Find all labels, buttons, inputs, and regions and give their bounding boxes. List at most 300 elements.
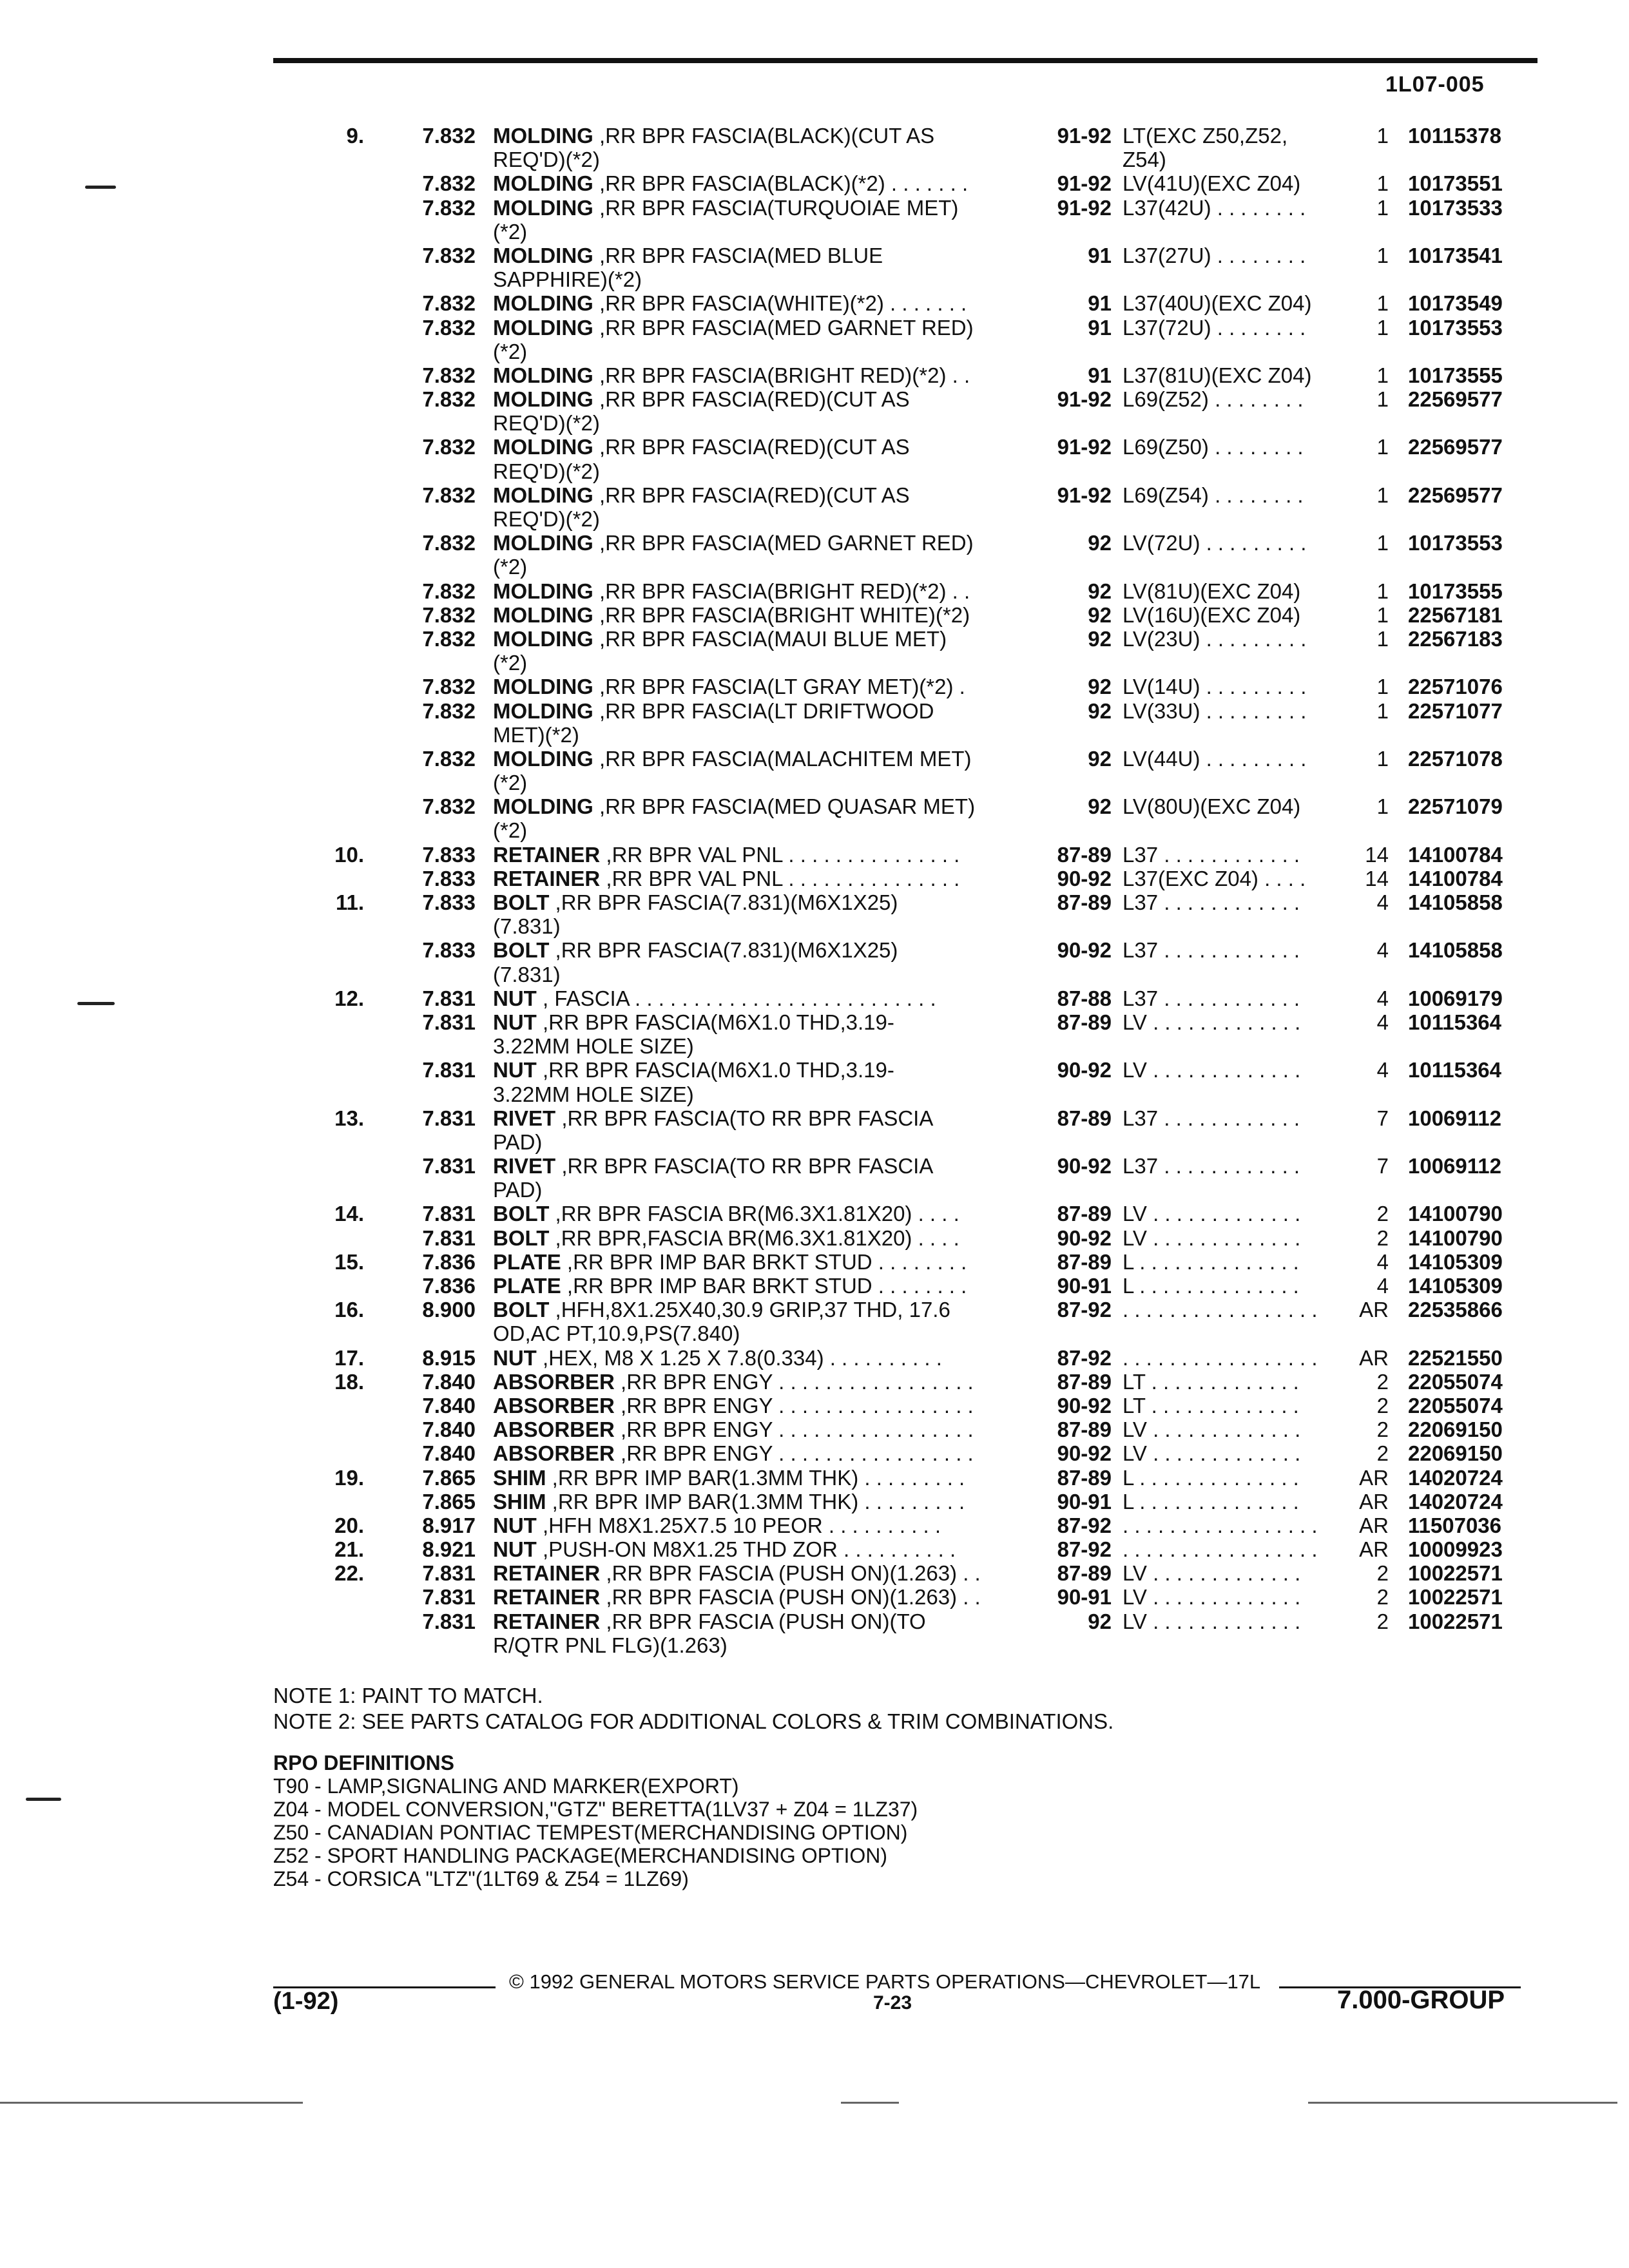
bottom-line: [0, 2102, 303, 2104]
model-usage: LV(81U)(EXC Z04): [1123, 579, 1301, 603]
part-description: ,RR BPR FASCIA (PUSH ON)(1.263) . .: [600, 1585, 981, 1610]
model-years: 87-89: [1057, 1465, 1112, 1490]
footer-date: (1-92): [273, 1988, 339, 2015]
description: [493, 1418, 1028, 1441]
model-years: 92: [1088, 579, 1112, 603]
part-description: REQ'D)(*2): [493, 411, 600, 436]
description: [493, 1154, 1028, 1178]
top-rule: [273, 58, 1537, 63]
part-name: ABSORBER: [493, 1393, 615, 1418]
model-years: 91: [1088, 315, 1112, 340]
part-name: NUT: [493, 1345, 537, 1370]
group-number: 7.832: [422, 243, 476, 267]
model-usage: LT(EXC Z50,Z52,: [1123, 124, 1288, 148]
part-number: 22571078: [1408, 746, 1503, 771]
part-number: 14020724: [1408, 1489, 1503, 1514]
description: [493, 148, 1028, 171]
table-row: [0, 1585, 1629, 1609]
group-number: 7.865: [422, 1465, 476, 1490]
model-usage: LV(72U) . . . . . . . . .: [1123, 531, 1307, 555]
copyright: © 1992 GENERAL MOTORS SERVICE PARTS OPERATIONS—CHEVROLET—17L: [509, 1970, 1261, 1993]
part-name: MOLDING: [493, 794, 593, 819]
quantity: 4: [1376, 1010, 1389, 1034]
part-number: 14100790: [1408, 1202, 1503, 1226]
part-number: 10173549: [1408, 291, 1503, 316]
ref-number: 15.: [334, 1249, 364, 1274]
part-name: BOLT: [493, 1225, 550, 1250]
group-number: 7.840: [422, 1393, 476, 1418]
part-description: REQ'D)(*2): [493, 459, 600, 483]
part-number: 22567183: [1408, 626, 1503, 651]
description: [493, 1466, 1028, 1490]
group-number: 7.831: [422, 1106, 476, 1130]
description: [493, 603, 1028, 627]
part-description: (*2): [493, 818, 528, 843]
part-name: NUT: [493, 1010, 537, 1034]
model-usage: LV . . . . . . . . . . . . .: [1123, 1058, 1301, 1082]
table-row: [0, 1178, 1629, 1202]
table-row: [0, 627, 1629, 651]
description: [493, 1178, 1028, 1202]
model-usage: LV(33U) . . . . . . . . .: [1123, 698, 1307, 723]
part-number: 10009923: [1408, 1537, 1503, 1562]
ref-number: 11.: [335, 890, 364, 914]
quantity: 1: [1376, 794, 1389, 819]
part-name: RETAINER: [493, 1609, 601, 1633]
description: [493, 196, 1028, 220]
model-usage: LV . . . . . . . . . . . . .: [1123, 1561, 1301, 1586]
group-number: 7.832: [422, 291, 476, 316]
model-years: 91-92: [1057, 387, 1112, 412]
group-number: 7.831: [422, 1058, 476, 1082]
description: [493, 171, 1028, 195]
description: [493, 1058, 1028, 1082]
description: [493, 555, 1028, 579]
part-number: 10173541: [1408, 243, 1503, 267]
part-number: 22535866: [1408, 1298, 1503, 1322]
part-description: (7.831): [493, 914, 561, 939]
part-description: ,RR BPR FASCIA(7.831)(M6X1X25): [549, 938, 898, 963]
model-usage: LV(41U)(EXC Z04): [1123, 171, 1301, 196]
part-description: ,RR BPR FASCIA(BRIGHT RED)(*2) . .: [593, 363, 970, 387]
quantity: 4: [1376, 1274, 1389, 1298]
description: [493, 1130, 1028, 1154]
quantity: 2: [1376, 1609, 1389, 1633]
part-number: 10173555: [1408, 363, 1503, 387]
description: [493, 1010, 1028, 1034]
quantity: 1: [1376, 243, 1389, 267]
model-years: 92: [1088, 698, 1112, 723]
part-number: 22569577: [1408, 483, 1503, 507]
table-row: [0, 387, 1629, 411]
quantity: 2: [1376, 1441, 1389, 1466]
table-row: [0, 555, 1629, 579]
group-number: 7.833: [422, 866, 476, 890]
part-description: ,RR BPR VAL PNL . . . . . . . . . . . . . . .: [600, 842, 960, 867]
part-description: ,RR BPR FASCIA(LT GRAY MET)(*2) .: [593, 675, 965, 699]
model-usage: LT . . . . . . . . . . . . .: [1123, 1369, 1299, 1394]
description: [493, 316, 1028, 340]
part-number: 10069112: [1408, 1106, 1502, 1130]
table-row: [0, 459, 1629, 483]
rpo-item: Z52 - SPORT HANDLING PACKAGE(MERCHANDISING OPTION): [273, 1844, 888, 1867]
quantity: AR: [1359, 1489, 1389, 1514]
part-number: 22069150: [1408, 1441, 1503, 1466]
part-name: MOLDING: [493, 483, 593, 507]
model-years: 91-92: [1057, 435, 1112, 459]
group-number: 7.831: [422, 1585, 476, 1610]
part-description: ,RR BPR FASCIA(MED BLUE: [593, 243, 883, 267]
model-years: 90-92: [1057, 1441, 1112, 1466]
description: [493, 244, 1028, 267]
table-row: [0, 603, 1629, 627]
description: [493, 1561, 1028, 1585]
part-description: ,RR BPR ENGY . . . . . . . . . . . . . . . . .: [614, 1369, 974, 1394]
part-number: 22569577: [1408, 387, 1503, 412]
model-usage: L37 . . . . . . . . . . . .: [1123, 938, 1300, 963]
table-row: [0, 699, 1629, 723]
part-name: PLATE: [493, 1274, 561, 1298]
table-row: [0, 1321, 1629, 1345]
model-usage: L37 . . . . . . . . . . . .: [1123, 842, 1300, 867]
model-years: 92: [1088, 746, 1112, 771]
part-name: MOLDING: [493, 171, 593, 196]
group-number: 7.831: [422, 1010, 476, 1034]
part-name: MOLDING: [493, 195, 593, 220]
description: [493, 435, 1028, 459]
part-number: 22069150: [1408, 1418, 1503, 1442]
model-years: 87-92: [1057, 1345, 1112, 1370]
ref-number: 21.: [334, 1537, 364, 1562]
quantity: AR: [1359, 1537, 1389, 1562]
table-row: [0, 316, 1629, 340]
quantity: 4: [1376, 890, 1389, 914]
model-usage: L . . . . . . . . . . . . . .: [1123, 1489, 1299, 1514]
table-row: [0, 771, 1629, 794]
ref-number: 9.: [346, 124, 364, 148]
part-name: NUT: [493, 1513, 537, 1537]
model-usage: LV . . . . . . . . . . . . .: [1123, 1585, 1301, 1610]
model-usage: . . . . . . . . . . . . . . . . .: [1123, 1345, 1318, 1370]
quantity: 1: [1376, 291, 1389, 316]
model-years: 92: [1088, 602, 1112, 627]
part-number: 22571076: [1408, 675, 1503, 699]
part-name: MOLDING: [493, 387, 593, 412]
part-description: ,HFH,8X1.25X40,30.9 GRIP,37 THD, 17.6: [549, 1298, 950, 1322]
part-description: ,RR BPR FASCIA(RED)(CUT AS: [593, 387, 910, 412]
model-years: 90-92: [1057, 1154, 1112, 1178]
model-years: 87-89: [1057, 1418, 1112, 1442]
quantity: 4: [1376, 986, 1389, 1010]
model-years: 90-92: [1057, 1393, 1112, 1418]
part-description: ,RR BPR FASCIA(7.831)(M6X1X25): [549, 890, 898, 914]
description: [493, 1514, 1028, 1537]
group-number: 7.832: [422, 626, 476, 651]
table-row: [0, 1490, 1629, 1514]
part-description: ,RR BPR FASCIA(RED)(CUT AS: [593, 435, 910, 459]
part-number: 10173553: [1408, 531, 1503, 555]
ref-number: 19.: [334, 1465, 364, 1490]
ref-number: 13.: [334, 1106, 364, 1130]
part-description: ,RR BPR FASCIA(TURQUOIAE MET): [593, 195, 959, 220]
description: [493, 914, 1028, 938]
table-row: [0, 411, 1629, 435]
part-name: MOLDING: [493, 531, 593, 555]
group-number: 7.840: [422, 1441, 476, 1466]
part-description: SAPPHIRE)(*2): [493, 267, 642, 292]
table-row: [0, 483, 1629, 507]
parts-table: [0, 124, 1629, 1657]
description: [493, 1250, 1028, 1274]
part-number: 14105858: [1408, 890, 1503, 914]
description: [493, 1394, 1028, 1418]
model-years: 87-89: [1057, 1202, 1112, 1226]
description: [493, 794, 1028, 818]
model-years: 92: [1088, 1609, 1112, 1633]
model-years: 87-89: [1057, 1010, 1112, 1034]
model-usage: . . . . . . . . . . . . . . . . .: [1123, 1513, 1318, 1537]
model-years: 87-89: [1057, 1369, 1112, 1394]
description: [493, 1202, 1028, 1225]
part-name: RIVET: [493, 1106, 556, 1130]
description: [493, 363, 1028, 387]
table-row: [0, 435, 1629, 459]
model-usage: LV(16U)(EXC Z04): [1123, 602, 1301, 627]
part-name: MOLDING: [493, 579, 593, 603]
description: [493, 843, 1028, 867]
part-name: MOLDING: [493, 363, 593, 387]
table-row: [0, 867, 1629, 890]
page-number: 7-23: [873, 1992, 912, 2013]
table-row: [0, 363, 1629, 387]
ref-number: 12.: [334, 986, 364, 1010]
group-number: 7.836: [422, 1274, 476, 1298]
group-number: 7.831: [422, 1202, 476, 1226]
group-number: 7.832: [422, 435, 476, 459]
ref-number: 14.: [334, 1202, 364, 1226]
description: [493, 1226, 1028, 1250]
model-years: 92: [1088, 626, 1112, 651]
model-usage: L69(Z50) . . . . . . . .: [1123, 435, 1304, 459]
quantity: 2: [1376, 1418, 1389, 1442]
model-years: 90-91: [1057, 1489, 1112, 1514]
model-years: 90-92: [1057, 1225, 1112, 1250]
description: [493, 890, 1028, 914]
model-years: 91-92: [1057, 124, 1112, 148]
notes: [273, 1683, 1113, 1735]
rpo-item: T90 - LAMP,SIGNALING AND MARKER(EXPORT): [273, 1774, 739, 1798]
part-description: ,PUSH-ON M8X1.25 THD ZOR . . . . . . . . . .: [536, 1537, 956, 1562]
part-number: 14105309: [1408, 1249, 1503, 1274]
part-description: (*2): [493, 651, 528, 675]
group-label: 7.000-GROUP: [1337, 1986, 1505, 2014]
part-description: ,RR BPR FASCIA(M6X1.0 THD,3.19-: [536, 1010, 894, 1034]
part-description: ,RR BPR FASCIA(BLACK)(*2) . . . . . . .: [593, 171, 969, 196]
description: [493, 267, 1028, 291]
description: [493, 818, 1028, 842]
part-number: 14020724: [1408, 1465, 1503, 1490]
model-usage: LV . . . . . . . . . . . . .: [1123, 1609, 1301, 1633]
quantity: 7: [1376, 1106, 1389, 1130]
table-row: [0, 843, 1629, 867]
description: [493, 986, 1028, 1010]
part-description: (*2): [493, 555, 528, 579]
part-number: 10022571: [1408, 1585, 1503, 1610]
model-usage: L69(Z52) . . . . . . . .: [1123, 387, 1304, 412]
model-years: 90-92: [1057, 866, 1112, 890]
quantity: 1: [1376, 626, 1389, 651]
part-description: ,RR BPR FASCIA (PUSH ON)(1.263) . .: [600, 1561, 981, 1586]
part-description: ,RR BPR FASCIA BR(M6.3X1.81X20) . . . .: [549, 1202, 959, 1226]
description: [493, 531, 1028, 555]
table-row: [0, 1202, 1629, 1225]
quantity: AR: [1359, 1298, 1389, 1322]
part-description: ,HFH M8X1.25X7.5 10 PEOR . . . . . . . . . .: [536, 1513, 941, 1537]
part-number: 10115364: [1408, 1010, 1502, 1034]
group-number: 7.831: [422, 1609, 476, 1633]
table-row: [0, 1418, 1629, 1441]
model-usage: LV . . . . . . . . . . . . .: [1123, 1010, 1301, 1034]
model-years: 92: [1088, 794, 1112, 819]
group-number: 7.832: [422, 531, 476, 555]
table-row: [0, 1346, 1629, 1370]
part-description: ,HEX, M8 X 1.25 X 7.8(0.334) . . . . . . . . . .: [536, 1345, 942, 1370]
part-description: ,RR BPR FASCIA(BRIGHT RED)(*2) . .: [593, 579, 970, 603]
part-name: NUT: [493, 1058, 537, 1082]
model-usage: L37(81U)(EXC Z04): [1123, 363, 1312, 387]
table-row: [0, 1441, 1629, 1465]
part-number: 22571077: [1408, 698, 1503, 723]
description: [493, 938, 1028, 962]
model-usage: L37 . . . . . . . . . . . .: [1123, 890, 1300, 914]
group-number: 7.833: [422, 890, 476, 914]
group-number: 8.917: [422, 1513, 476, 1537]
model-years: 87-89: [1057, 1249, 1112, 1274]
table-row: [0, 1058, 1629, 1082]
part-description: ,RR BPR FASCIA(BRIGHT WHITE)(*2): [593, 602, 970, 627]
model-years: 87-89: [1057, 1561, 1112, 1586]
part-description: 3.22MM HOLE SIZE): [493, 1082, 694, 1106]
model-years: 87-89: [1057, 842, 1112, 867]
table-row: [0, 1034, 1629, 1058]
model-years: 91-92: [1057, 195, 1112, 220]
description: [493, 723, 1028, 747]
part-description: ,RR BPR FASCIA(MALACHITEM MET): [593, 746, 972, 771]
group-number: 7.831: [422, 1561, 476, 1586]
table-row: [0, 1370, 1629, 1394]
description: [493, 340, 1028, 363]
part-description: PAD): [493, 1129, 543, 1154]
description: [493, 1321, 1028, 1345]
description: [493, 459, 1028, 483]
part-number: 10173533: [1408, 195, 1503, 220]
model-years: 92: [1088, 675, 1112, 699]
quantity: 1: [1376, 315, 1389, 340]
note-1: NOTE 1: PAINT TO MATCH.: [273, 1684, 543, 1707]
model-years: 92: [1088, 531, 1112, 555]
quantity: 4: [1376, 1249, 1389, 1274]
model-years: 87-92: [1057, 1298, 1112, 1322]
part-name: MOLDING: [493, 626, 593, 651]
table-row: [0, 1010, 1629, 1034]
part-number: 11507036: [1408, 1513, 1502, 1537]
description: [493, 1441, 1028, 1465]
scan-mark: [26, 1798, 61, 1801]
part-description: ,RR BPR FASCIA(LT DRIFTWOOD: [593, 698, 934, 723]
model-usage: L37(40U)(EXC Z04): [1123, 291, 1312, 316]
quantity: 1: [1376, 171, 1389, 196]
quantity: 1: [1376, 698, 1389, 723]
description: [493, 1082, 1028, 1106]
model-usage: LV(80U)(EXC Z04): [1123, 794, 1301, 819]
quantity: 1: [1376, 746, 1389, 771]
part-description: REQ'D)(*2): [493, 148, 600, 172]
table-row: [0, 1514, 1629, 1537]
table-row: [0, 818, 1629, 842]
table-row: [0, 267, 1629, 291]
part-description: (*2): [493, 771, 528, 795]
description: [493, 387, 1028, 411]
description: [493, 867, 1028, 890]
model-usage: L37(27U) . . . . . . . .: [1123, 243, 1306, 267]
part-name: NUT: [493, 1537, 537, 1562]
part-name: SHIM: [493, 1465, 546, 1490]
rpo-item: Z50 - CANADIAN PONTIAC TEMPEST(MERCHANDISING OPTION): [273, 1821, 908, 1844]
part-description: ,RR BPR IMP BAR BRKT STUD . . . . . . . .: [561, 1249, 967, 1274]
table-row: [0, 723, 1629, 747]
description: [493, 1034, 1028, 1058]
model-years: 90-92: [1057, 1058, 1112, 1082]
description: [493, 627, 1028, 651]
table-row: [0, 794, 1629, 818]
model-years: 91: [1088, 243, 1112, 267]
part-number: 22055074: [1408, 1393, 1503, 1418]
part-name: ABSORBER: [493, 1441, 615, 1466]
model-usage: L37(EXC Z04) . . . .: [1123, 866, 1306, 890]
quantity: 1: [1376, 435, 1389, 459]
description: [493, 507, 1028, 531]
model-usage: LV(44U) . . . . . . . . .: [1123, 746, 1307, 771]
group-number: 7.832: [422, 579, 476, 603]
group-number: 7.831: [422, 986, 476, 1010]
description: [493, 1585, 1028, 1609]
table-row: [0, 1466, 1629, 1490]
part-description: ,RR BPR FASCIA (PUSH ON)(TO: [600, 1609, 926, 1633]
description: [493, 291, 1028, 315]
table-row: [0, 531, 1629, 555]
part-description: ,RR BPR FASCIA(M6X1.0 THD,3.19-: [536, 1058, 894, 1082]
group-number: 7.865: [422, 1489, 476, 1514]
part-name: MOLDING: [493, 291, 593, 316]
part-name: MOLDING: [493, 675, 593, 699]
quantity: 1: [1376, 195, 1389, 220]
part-number: 10115364: [1408, 1058, 1502, 1082]
part-number: 10069179: [1408, 986, 1503, 1010]
model-years: 91-92: [1057, 171, 1112, 196]
part-description: ,RR BPR,FASCIA BR(M6.3X1.81X20) . . . .: [549, 1225, 959, 1250]
quantity: 1: [1376, 124, 1389, 148]
ref-number: 20.: [334, 1513, 364, 1537]
table-row: [0, 747, 1629, 771]
page-id: 1L07-005: [1385, 72, 1485, 97]
part-description: ,RR BPR FASCIA(WHITE)(*2) . . . . . . .: [593, 291, 967, 316]
part-number: 14100790: [1408, 1225, 1503, 1250]
model-years: 87-92: [1057, 1537, 1112, 1562]
part-description: , FASCIA . . . . . . . . . . . . . . . . . . . . . . . . . .: [536, 986, 936, 1010]
description: [493, 1537, 1028, 1561]
group-number: 7.832: [422, 698, 476, 723]
part-number: 10173553: [1408, 315, 1503, 340]
